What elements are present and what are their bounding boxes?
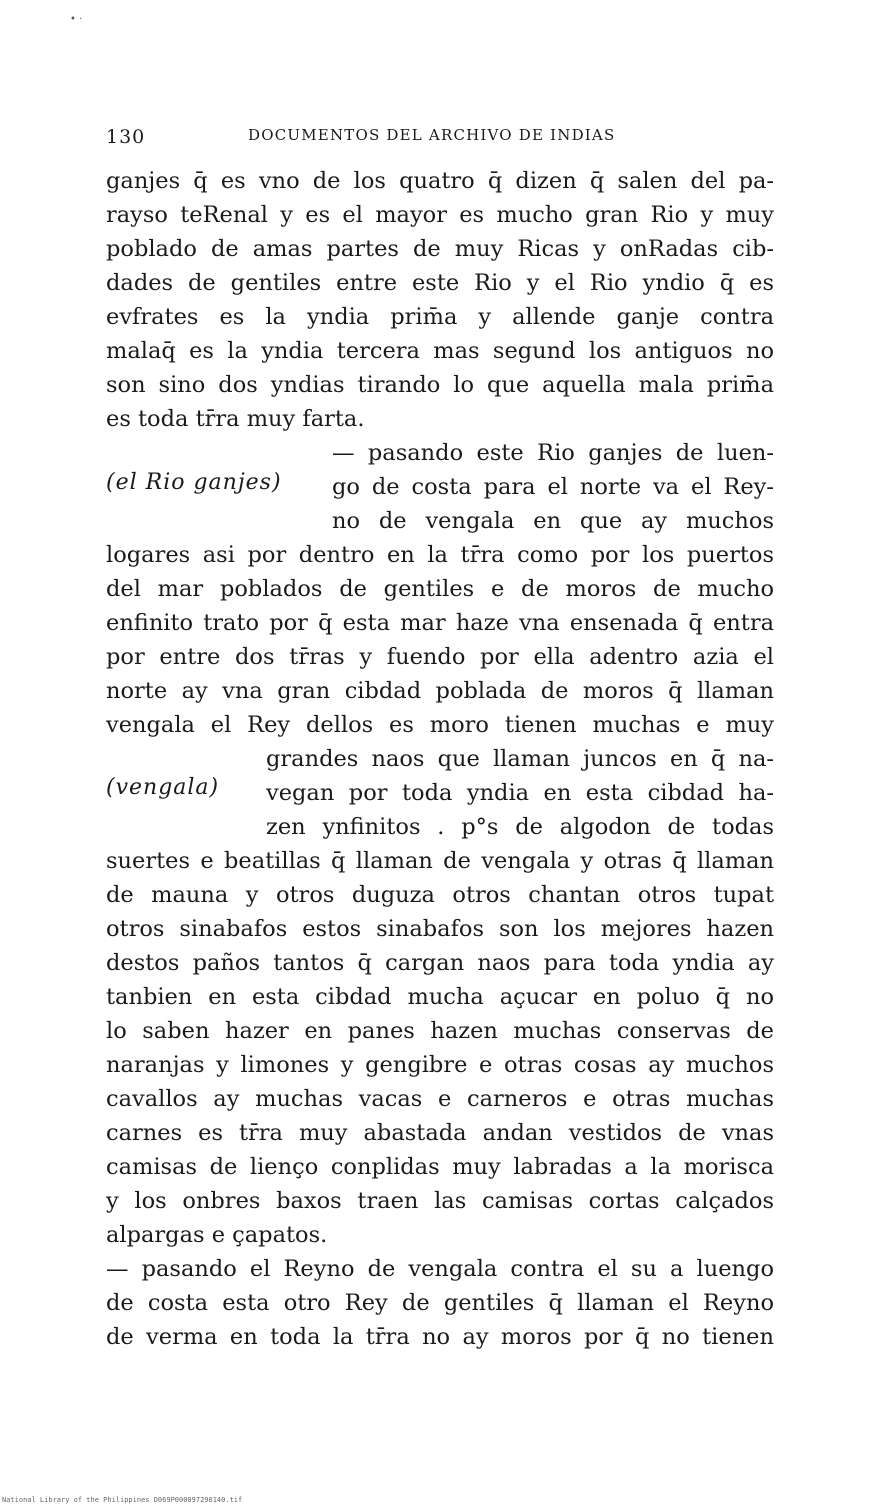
scan-credit: National Library of the Philippines D069P000097290140.tif	[2, 1496, 243, 1504]
text-line: vengala el Rey dellos es moro tienen muchas e muy	[106, 712, 774, 738]
text-line: malaq̄ es la yndia tercera mas segund los antiguos no	[106, 338, 774, 364]
text-line: y los onbres baxos traen las camisas cortas calçados	[106, 1188, 774, 1214]
text-line: otros sinabafos estos sinabafos son los mejores hazen	[106, 916, 774, 942]
text-line: norte ay vna gran cibdad poblada de moros q̄ llaman	[106, 678, 774, 704]
text-line: dades de gentiles entre este Rio y el Rio yndio q̄ es	[106, 270, 774, 296]
text-line: de mauna y otros duguza otros chantan otros tupat	[106, 882, 774, 908]
scan-speck: • ·	[70, 14, 83, 25]
margin-note-vengala: (vengala)	[106, 775, 220, 800]
text-line: vegan por toda yndia en esta cibdad ha-	[266, 780, 774, 806]
text-line: por entre dos tr̄ras y fuendo por ella adentro azia el	[106, 644, 774, 670]
text-line: de verma en toda la tr̄ra no ay moros por q̄ no tienen	[106, 1324, 774, 1350]
text-line: poblado de amas partes de muy Ricas y onRadas cib-	[106, 236, 774, 262]
text-line: carnes es tr̄ra muy abastada andan vestidos de vnas	[106, 1120, 774, 1146]
text-line: lo saben hazer en panes hazen muchas conservas de	[106, 1018, 774, 1044]
text-line: naranjas y limones y gengibre e otras cosas ay muchos	[106, 1052, 774, 1078]
text-line: enfinito trato por q̄ esta mar haze vna ensenada q̄ entra	[106, 610, 774, 636]
text-line: destos paños tantos q̄ cargan naos para toda yndia ay	[106, 950, 774, 976]
margin-note-ganjes: (el Rio ganjes)	[106, 470, 282, 495]
text-line: camisas de lienço conplidas muy labradas a la morisca	[106, 1154, 774, 1180]
text-line: de costa esta otro Rey de gentiles q̄ llaman el Reyno	[106, 1290, 774, 1316]
text-line: del mar poblados de gentiles e de moros de mucho	[106, 576, 774, 602]
text-line: go de costa para el norte va el Rey-	[332, 474, 774, 500]
text-line: suertes e beatillas q̄ llaman de vengala y otras q̄ llaman	[106, 848, 774, 874]
body-text	[106, 164, 774, 1354]
page-number: 130	[106, 126, 146, 148]
text-line: son sino dos yndias tirando lo que aquella mala prim̄a	[106, 372, 774, 398]
text-line: — pasando este Rio ganjes de luen-	[332, 440, 774, 466]
text-line: rayso teRenal y es el mayor es mucho gran Rio y muy	[106, 202, 774, 228]
text-line: zen ynfinitos . p°s de algodon de todas	[266, 814, 774, 840]
text-line: ganjes q̄ es vno de los quatro q̄ dizen q̄ salen del pa-	[106, 168, 774, 194]
text-line: cavallos ay muchas vacas e carneros e otras muchas	[106, 1086, 774, 1112]
text-line: es toda tr̄ra muy farta.	[106, 406, 365, 432]
text-line: logares asi por dentro en la tr̄ra como por los puertos	[106, 542, 774, 568]
text-line: tanbien en esta cibdad mucha açucar en poluo q̄ no	[106, 984, 774, 1010]
text-line: grandes naos que llaman juncos en q̄ na-	[266, 746, 774, 772]
running-head: DOCUMENTOS DEL ARCHIVO DE INDIAS	[248, 126, 616, 144]
text-line: alpargas e çapatos.	[106, 1222, 328, 1248]
text-line: no de vengala en que ay muchos	[332, 508, 774, 534]
text-line: — pasando el Reyno de vengala contra el su a luengo	[106, 1256, 774, 1282]
text-line: evfrates es la yndia prim̄a y allende ganje contra	[106, 304, 774, 330]
